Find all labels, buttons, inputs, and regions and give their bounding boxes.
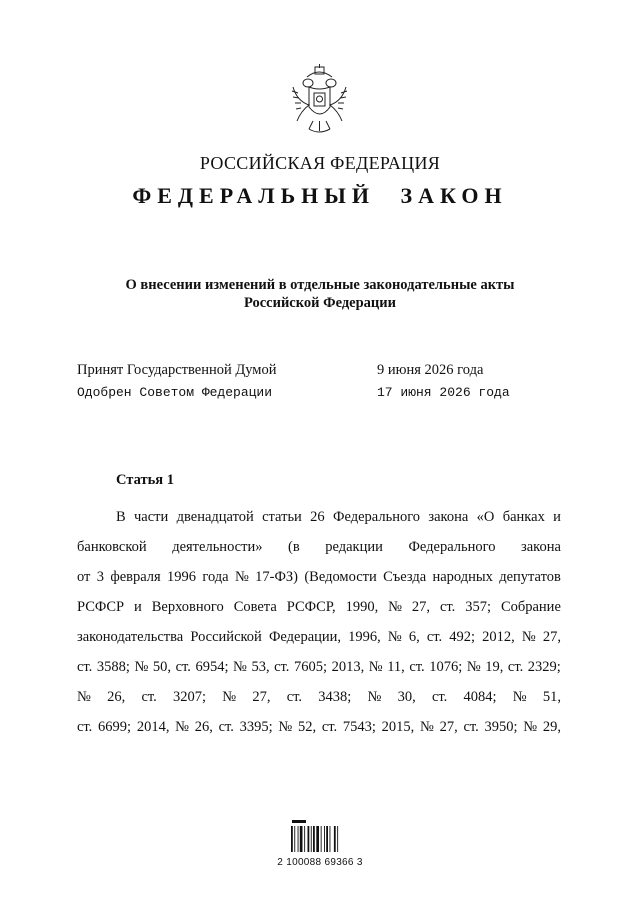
article-word: № — [523, 719, 538, 735]
article-word: № — [233, 659, 247, 675]
barcode-bar — [330, 826, 331, 852]
country-name: РОССИЙСКАЯ ФЕДЕРАЦИЯ — [199, 153, 441, 173]
article-word: ст. — [507, 659, 524, 675]
article-word: РСФСР, — [286, 599, 336, 615]
article-word: В — [116, 509, 126, 525]
russian-coat-of-arms-icon — [287, 63, 352, 137]
law-title — [60, 276, 580, 312]
article-word: ст. — [439, 599, 456, 615]
article-word: № — [387, 629, 402, 645]
article-word: ст. — [77, 719, 93, 735]
law-title-line: Российской Федерации — [243, 295, 396, 311]
article-word: 357; — [465, 599, 491, 615]
article-word: закона — [521, 539, 561, 555]
barcode-bar — [316, 826, 319, 852]
article-word: народных — [432, 569, 493, 585]
article-word: 1076; — [429, 659, 463, 675]
article-word: и — [553, 509, 561, 525]
article-word: 2013, — [331, 659, 365, 675]
article-heading: Статья 1 — [116, 472, 174, 488]
article-word: Федерального — [408, 539, 496, 555]
article-word: деятельности» — [172, 539, 263, 555]
article-text-line — [77, 712, 561, 742]
article-word: Российской — [190, 629, 262, 645]
article-word: 50, — [152, 659, 171, 675]
article-word: ст. — [463, 719, 479, 735]
article-word: двенадцатой — [176, 509, 254, 525]
article-word: № — [77, 689, 91, 705]
article-word: ст. — [321, 719, 338, 735]
article-text-line — [77, 622, 561, 652]
article-text-line — [77, 502, 561, 532]
article-word: 492; — [449, 629, 476, 645]
article-word: 3 — [96, 569, 104, 585]
article-word: 2014, — [136, 719, 170, 735]
article-text-line — [77, 532, 561, 562]
barcode-bar — [334, 826, 336, 852]
article-word: № — [222, 689, 237, 705]
article-word: Федерального — [333, 509, 421, 525]
article-word: Федерации, — [268, 629, 342, 645]
article-word: (в — [288, 539, 300, 555]
article-word: № — [521, 629, 536, 645]
article-word: 27, — [411, 599, 431, 615]
article-word: ст. — [274, 659, 290, 675]
law-title-line: О внесении изменений в отдельные законодательные акты — [125, 277, 515, 293]
article-word: 1996, — [348, 629, 381, 645]
article-word: 6954; — [195, 659, 229, 675]
article-word: 52, — [298, 719, 317, 735]
article-word: № — [134, 659, 149, 675]
article-word: № — [278, 719, 293, 735]
article-word: части — [134, 509, 169, 525]
barcode-bar — [337, 826, 338, 852]
article-word: 3588; — [96, 659, 130, 675]
article-word: банковской — [77, 539, 147, 555]
article-word: ст. — [286, 689, 302, 705]
barcode-bar — [321, 826, 322, 852]
barcode-bar — [304, 826, 305, 852]
barcode-bar — [308, 826, 310, 852]
article-word: 1996 — [167, 569, 197, 585]
article-word: 1990, — [345, 599, 379, 615]
article-text-line — [77, 652, 561, 682]
article-word: № — [175, 719, 190, 735]
barcode-icon — [290, 820, 352, 852]
article-word: года — [202, 569, 229, 585]
article-word: 2015, — [381, 719, 415, 735]
article-word: Съезда — [383, 569, 427, 585]
adoption-council — [77, 385, 547, 405]
article-word: ст. — [431, 689, 448, 705]
barcode-number: 2 100088 69366 3 — [277, 857, 363, 868]
article-word: Собрание — [500, 599, 561, 615]
article-word: 4084; — [463, 689, 497, 705]
article-word: 17-ФЗ) — [255, 569, 298, 585]
article-word: № — [466, 659, 481, 675]
council-label: Одобрен Советом Федерации — [77, 385, 273, 400]
article-word: ст. — [409, 659, 425, 675]
article-word: редакции — [325, 539, 383, 555]
article-word: 3395; — [239, 719, 273, 735]
article-body — [77, 502, 561, 742]
article-word: февраля — [110, 569, 161, 585]
barcode-bar — [294, 826, 295, 852]
article-word: ст. — [77, 659, 93, 675]
article-word: № — [234, 569, 249, 585]
article-word: 51, — [542, 689, 561, 705]
barcode-bar — [324, 826, 325, 852]
article-text-line — [77, 592, 561, 622]
article-word: 7543; — [342, 719, 376, 735]
barcode-bar — [311, 826, 312, 852]
article-word: ст. — [175, 659, 191, 675]
article-word: 27, — [439, 719, 458, 735]
article-word: 27, — [252, 689, 271, 705]
article-word: (Ведомости — [304, 569, 377, 585]
article-text-line — [77, 682, 561, 712]
article-word: 26 — [310, 509, 325, 525]
article-word: от — [77, 569, 91, 585]
article-word: 6, — [408, 629, 420, 645]
article-word: 11, — [387, 659, 405, 675]
article-word: 2329; — [527, 659, 561, 675]
article-word: 2012, — [482, 629, 515, 645]
article-word: ст. — [141, 689, 157, 705]
article-word: 3950; — [484, 719, 518, 735]
duma-date: 9 июня 2026 года — [377, 362, 484, 378]
article-word: и — [134, 599, 142, 615]
article-word: № — [388, 599, 402, 615]
article-word: депутатов — [499, 569, 561, 585]
duma-label: Принят Государственной Думой — [77, 362, 277, 378]
article-word: 26, — [107, 689, 126, 705]
adoption-duma — [77, 362, 547, 382]
article-word: 29, — [542, 719, 561, 735]
article-word: № — [368, 659, 383, 675]
article-word: 3438; — [318, 689, 352, 705]
article-word: № — [512, 689, 527, 705]
article-word: банках — [502, 509, 545, 525]
barcode-mark — [292, 820, 306, 823]
article-text-line — [77, 562, 561, 592]
article-word: 19, — [485, 659, 504, 675]
article-word: 7605; — [294, 659, 328, 675]
article-word: Совета — [233, 599, 277, 615]
council-date: 17 июня 2026 года — [377, 385, 510, 400]
law-type: ФЕДЕРАЛЬНЫЙ ЗАКОН — [132, 183, 508, 208]
article-word: Верховного — [151, 599, 224, 615]
barcode-bar — [300, 826, 303, 852]
barcode-bar — [326, 826, 328, 852]
barcode-bar — [298, 826, 299, 852]
article-word: № — [420, 719, 434, 735]
barcode-bar — [291, 826, 293, 852]
article-word: 3207; — [172, 689, 207, 705]
article-word: «О — [476, 509, 495, 525]
article-word: № — [367, 689, 382, 705]
article-word: 53, — [251, 659, 270, 675]
article-word: ст. — [426, 629, 443, 645]
article-word: 30, — [397, 689, 416, 705]
article-word: 26, — [194, 719, 213, 735]
article-word: 6699; — [98, 719, 132, 735]
article-word: 27, — [542, 629, 561, 645]
article-word: закона — [428, 509, 469, 525]
article-word: статьи — [262, 509, 302, 525]
article-word: РСФСР — [77, 599, 125, 615]
barcode-bar — [313, 826, 315, 852]
article-word: ст. — [218, 719, 234, 735]
article-word: законодательства — [77, 629, 184, 645]
